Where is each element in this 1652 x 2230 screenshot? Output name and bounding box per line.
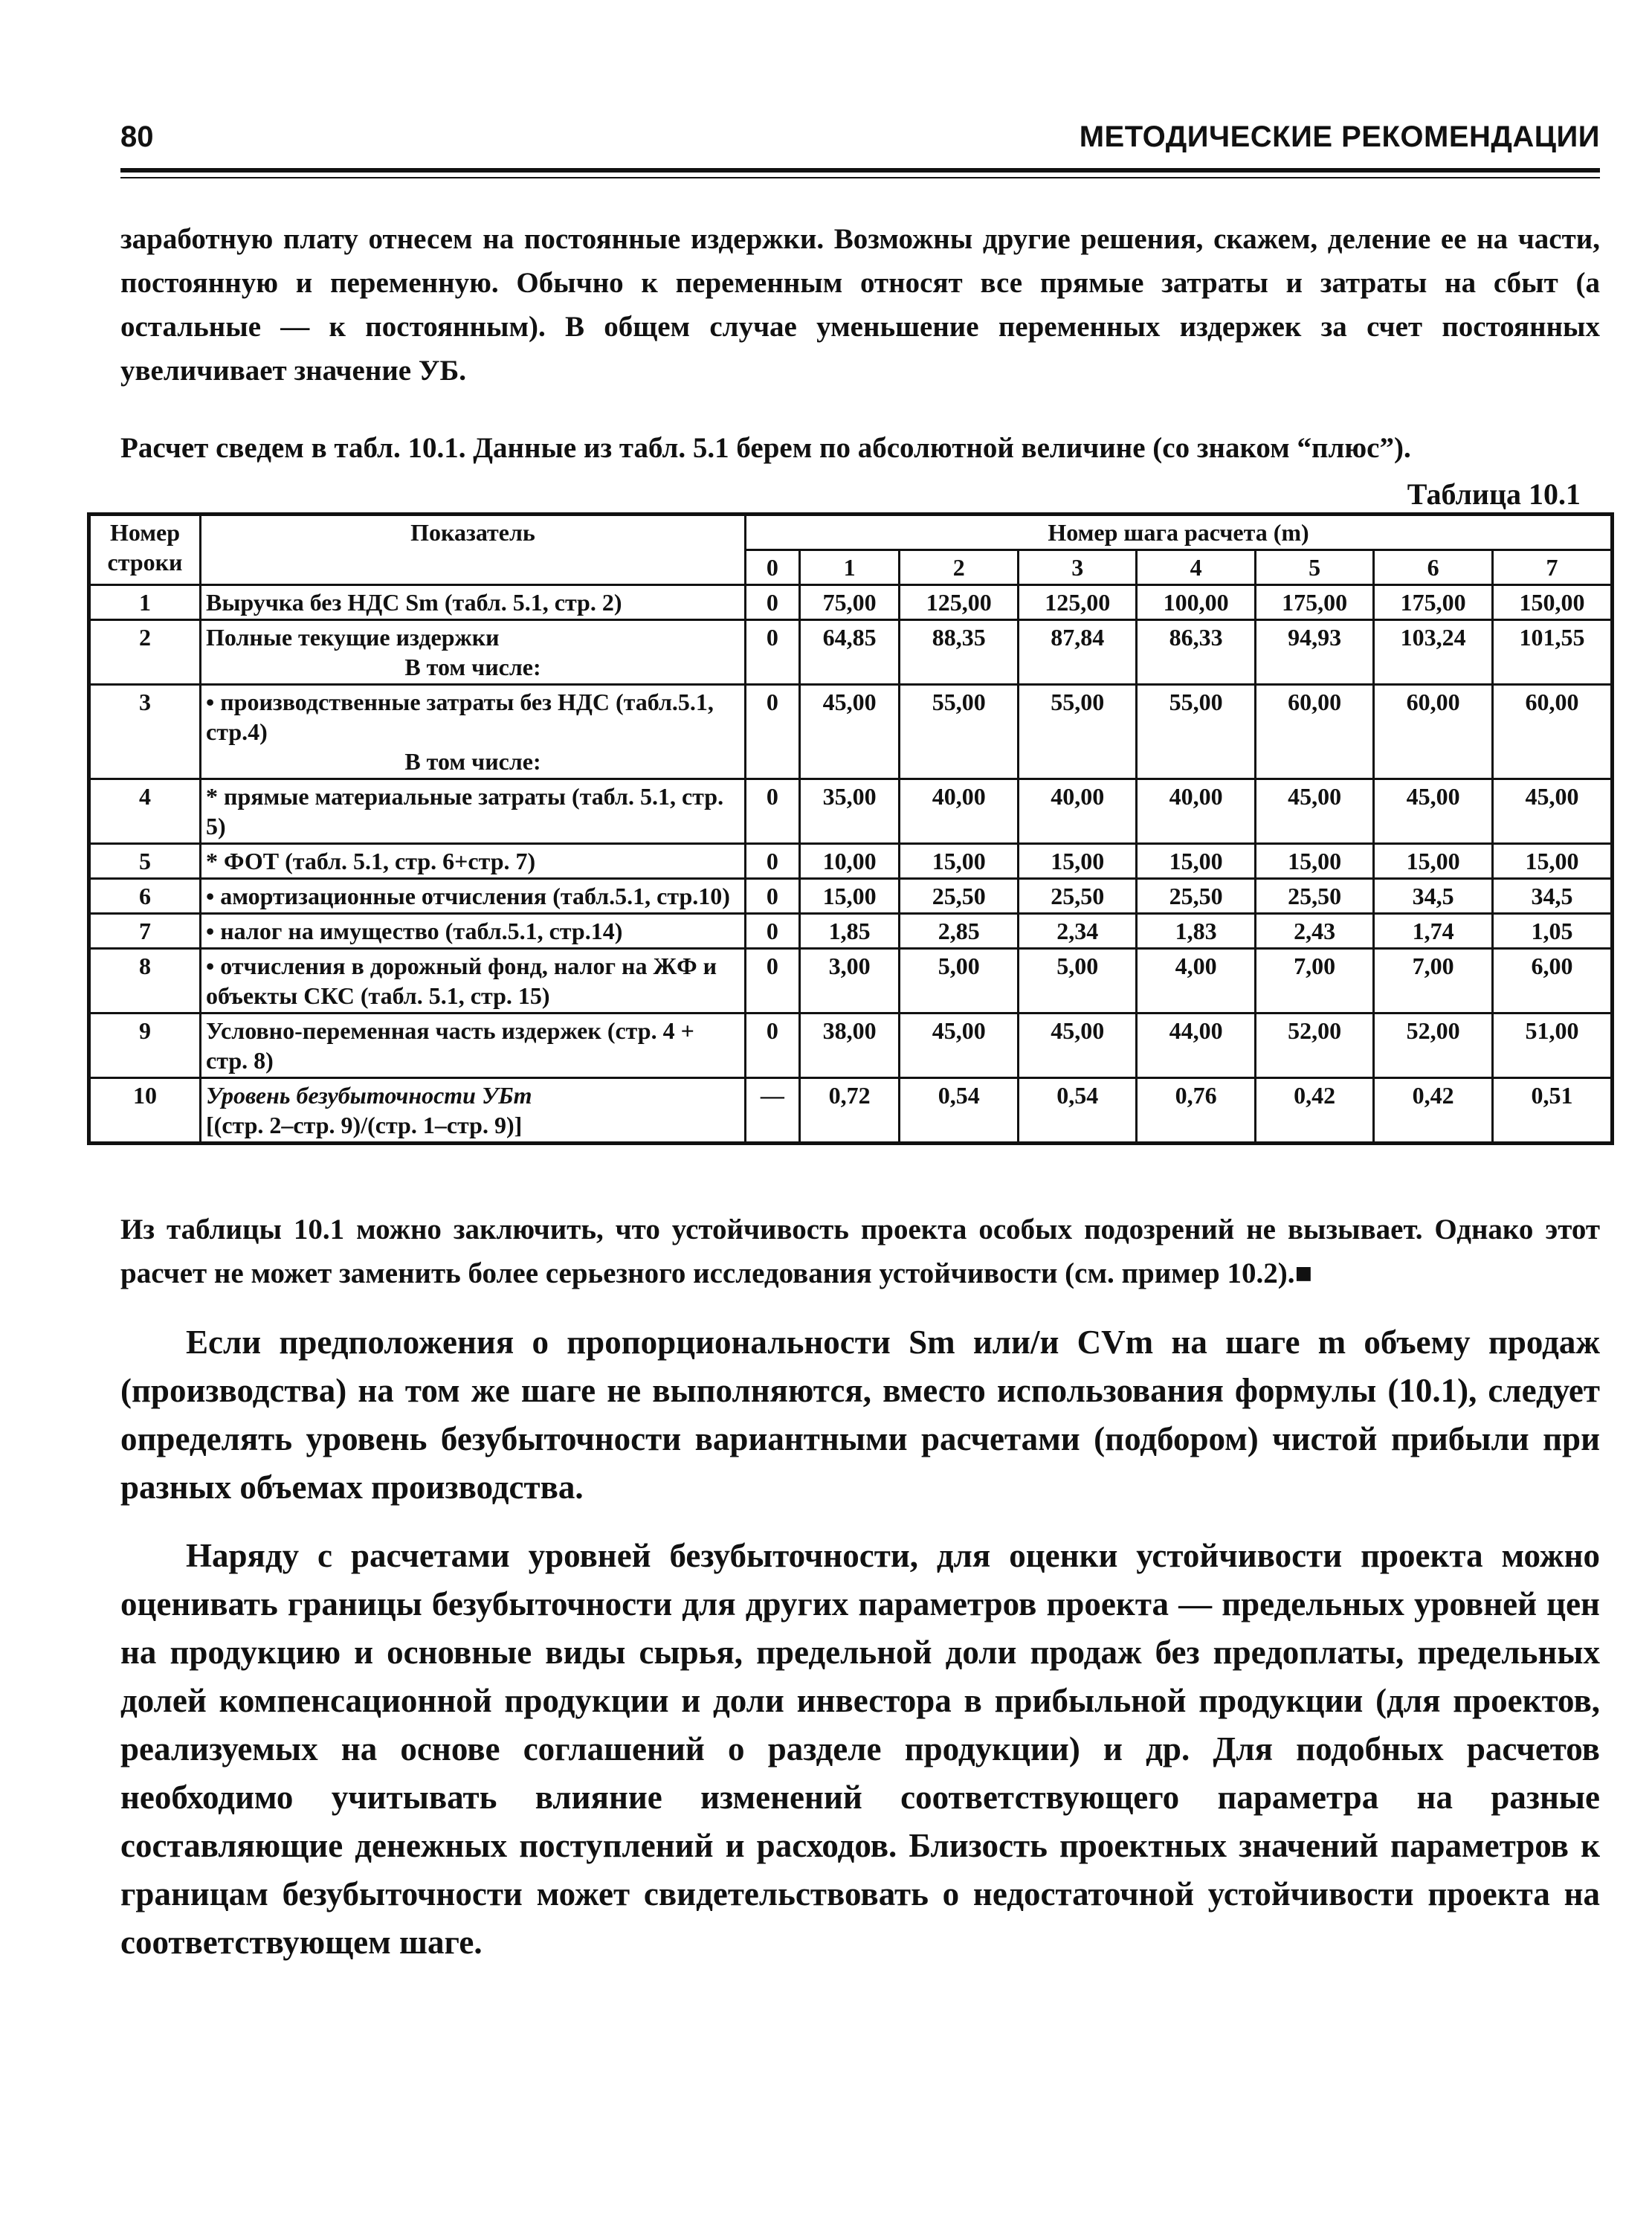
row-value: 0,76 (1137, 1078, 1255, 1144)
row-indicator (201, 620, 746, 685)
indicator-text: • отчисления в дорожный фонд, налог на ЖФ и объекты СКС (табл. 5.1, стр. 15) (206, 953, 717, 1009)
row-value: 0 (746, 779, 800, 844)
row-value: 1,83 (1137, 914, 1255, 949)
header-row-number: Номер строки (89, 515, 201, 585)
row-value: 40,00 (900, 779, 1018, 844)
row-indicator (201, 1014, 746, 1078)
row-value: 15,00 (799, 879, 900, 914)
header-indicator: Показатель (201, 515, 746, 585)
header-step: 6 (1374, 550, 1492, 585)
header-step: 0 (746, 550, 800, 585)
row-value: 0,42 (1255, 1078, 1373, 1144)
indicator-text: • производственные затраты без НДС (табл.5.1, стр.4) (206, 689, 714, 745)
row-indicator (201, 949, 746, 1014)
table-row (89, 914, 1613, 949)
header-step: 4 (1137, 550, 1255, 585)
row-value: 45,00 (1492, 779, 1612, 844)
paragraph-breakeven-bounds: Наряду с расчетами уровней безубыточности, для оценки устойчивости проекта можно оценивать границы безубыточности для других параметров проекта — предельных уровней цен на продукцию и основные виды сырья, предельной доли продаж без предоплаты, предельных долей компенсационной продукции и доли инвестора в прибыльной продукции (для проектов, реализуемых на основе соглашений о разделе продукции) и др. Для подобных расчетов необходимо учитывать влияние изменений соответствующего параметра на разные составляющие денежных поступлений и расходов. Близость проектных значений параметров к границам безубыточности может свидетельствовать о недостаточной устойчивости проекта на соответствующем шаге. (120, 1537, 1600, 1961)
row-value: 0 (746, 620, 800, 685)
row-value: 45,00 (799, 685, 900, 779)
row-value: 175,00 (1374, 585, 1492, 620)
row-indicator (201, 844, 746, 879)
row-value: 51,00 (1492, 1014, 1612, 1078)
row-value: 60,00 (1492, 685, 1612, 779)
row-value: 0 (746, 949, 800, 1014)
header-step: 2 (900, 550, 1018, 585)
row-value: 15,00 (1018, 844, 1136, 879)
row-indicator (201, 779, 746, 844)
row-value: 2,85 (900, 914, 1018, 949)
row-value: 55,00 (1137, 685, 1255, 779)
row-value: 60,00 (1374, 685, 1492, 779)
page-number: 80 (120, 120, 154, 153)
indicator-text: Условно-переменная часть издержек (стр. 4 + стр. 8) (206, 1017, 694, 1074)
table-row (89, 844, 1613, 879)
breakeven-table (87, 512, 1614, 1145)
indicator-formula: [(стр. 2–стр. 9)/(стр. 1–стр. 9)] (206, 1112, 523, 1138)
row-number: 9 (89, 1014, 201, 1078)
row-value: 7,00 (1255, 949, 1373, 1014)
row-number: 2 (89, 620, 201, 685)
row-value: 52,00 (1374, 1014, 1492, 1078)
row-indicator (201, 879, 746, 914)
row-value: 4,00 (1137, 949, 1255, 1014)
row-value: 38,00 (799, 1014, 900, 1078)
row-indicator (201, 914, 746, 949)
row-value: 25,50 (1255, 879, 1373, 914)
indicator-text: * ФОТ (табл. 5.1, стр. 6+стр. 7) (206, 848, 536, 874)
table-row (89, 585, 1613, 620)
indicator-text: Полные текущие издержки (206, 624, 500, 651)
row-value: 52,00 (1255, 1014, 1373, 1078)
row-number: 7 (89, 914, 201, 949)
row-number: 4 (89, 779, 201, 844)
row-value: 15,00 (1492, 844, 1612, 879)
row-value: 125,00 (1018, 585, 1136, 620)
row-indicator (201, 585, 746, 620)
header-step: 5 (1255, 550, 1373, 585)
row-value: 15,00 (1137, 844, 1255, 879)
row-value: 0,54 (1018, 1078, 1136, 1144)
row-value: 150,00 (1492, 585, 1612, 620)
header-step: 3 (1018, 550, 1136, 585)
row-value: 25,50 (900, 879, 1018, 914)
row-value: 0 (746, 585, 800, 620)
row-value: 15,00 (1255, 844, 1373, 879)
table-row (89, 1014, 1613, 1078)
row-value: 100,00 (1137, 585, 1255, 620)
header-step: 7 (1492, 550, 1612, 585)
row-value: 1,05 (1492, 914, 1612, 949)
row-value: 0,72 (799, 1078, 900, 1144)
table-row (89, 685, 1613, 779)
row-value: 45,00 (1374, 779, 1492, 844)
row-value: 103,24 (1374, 620, 1492, 685)
header-rule (120, 168, 1600, 173)
row-value: 2,34 (1018, 914, 1136, 949)
row-value: 60,00 (1255, 685, 1373, 779)
row-value: 86,33 (1137, 620, 1255, 685)
paragraph-proportionality: Если предположения о пропорциональности Sm или/и CVm на шаге m объему продаж (производства) на том же шаге не выполняются, вместо использования формулы (10.1), следует определять уровень безубыточности вариантными расчетами (подбором) чистой прибыли при разных объемах производства. (120, 1324, 1600, 1506)
row-value: 25,50 (1018, 879, 1136, 914)
row-value: 88,35 (900, 620, 1018, 685)
paragraph-conclusion: Из таблицы 10.1 можно заключить, что устойчивость проекта особых подозрений не вызывает. Однако этот расчет не может заменить более серьезного исследования устойчивости (см. пример 10.2).■ (120, 1214, 1600, 1289)
indicator-text: • налог на имущество (табл.5.1, стр.14) (206, 918, 623, 944)
row-value: 10,00 (799, 844, 900, 879)
row-value: 1,85 (799, 914, 900, 949)
row-value: 0,54 (900, 1078, 1018, 1144)
indicator-subheading: В том числе: (404, 748, 541, 775)
row-number: 10 (89, 1078, 201, 1144)
row-value: 45,00 (1255, 779, 1373, 844)
row-number: 6 (89, 879, 201, 914)
row-value: 40,00 (1018, 779, 1136, 844)
row-indicator (201, 1078, 746, 1144)
row-value: 45,00 (1018, 1014, 1136, 1078)
row-value: 125,00 (900, 585, 1018, 620)
indicator-subheading: В том числе: (404, 654, 541, 680)
row-value: 34,5 (1374, 879, 1492, 914)
row-value: 5,00 (1018, 949, 1136, 1014)
row-value: 6,00 (1492, 949, 1612, 1014)
row-value: 34,5 (1492, 879, 1612, 914)
indicator-text: Выручка без НДС Sm (табл. 5.1, стр. 2) (206, 589, 622, 616)
paragraph-table-intro: Расчет сведем в табл. 10.1. Данные из табл. 5.1 берем по абсолютной величине (со знаком “плюс”). (120, 432, 1411, 464)
row-value: 55,00 (1018, 685, 1136, 779)
row-value: 7,00 (1374, 949, 1492, 1014)
row-value: 15,00 (900, 844, 1018, 879)
row-value: 0 (746, 844, 800, 879)
header-steps: Номер шага расчета (m) (746, 515, 1613, 550)
indicator-text: • амортизационные отчисления (табл.5.1, стр.10) (206, 883, 730, 909)
row-value: 15,00 (1374, 844, 1492, 879)
row-value: 55,00 (900, 685, 1018, 779)
row-value: 0,51 (1492, 1078, 1612, 1144)
row-value: 75,00 (799, 585, 900, 620)
row-indicator (201, 685, 746, 779)
row-value: 0,42 (1374, 1078, 1492, 1144)
row-value: 40,00 (1137, 779, 1255, 844)
row-value: 101,55 (1492, 620, 1612, 685)
row-value: 44,00 (1137, 1014, 1255, 1078)
header-rule-thin (120, 177, 1600, 178)
row-value: 0 (746, 685, 800, 779)
page-header (120, 120, 1600, 165)
row-value: — (746, 1078, 800, 1144)
row-number: 5 (89, 844, 201, 879)
row-value: 25,50 (1137, 879, 1255, 914)
row-value: 94,93 (1255, 620, 1373, 685)
row-value: 35,00 (799, 779, 900, 844)
indicator-text: Уровень безубыточности УБm (206, 1082, 532, 1109)
header-step: 1 (799, 550, 900, 585)
table-row (89, 620, 1613, 685)
table-row (89, 879, 1613, 914)
running-head: МЕТОДИЧЕСКИЕ РЕКОМЕНДАЦИИ (1079, 120, 1600, 153)
row-value: 87,84 (1018, 620, 1136, 685)
table-row (89, 779, 1613, 844)
row-value: 45,00 (900, 1014, 1018, 1078)
paragraph-fixed-costs: заработную плату отнесем на постоянные издержки. Возможны другие решения, скажем, деление ее на части, постоянную и переменную. Обычно к переменным относят все прямые затраты и затраты на сбыт (а остальные — к постоянным). В общем случае уменьшение переменных издержек за счет постоянных увеличивает значение УБ. (120, 223, 1600, 387)
row-number: 1 (89, 585, 201, 620)
row-value: 5,00 (900, 949, 1018, 1014)
row-value: 0 (746, 879, 800, 914)
row-value: 3,00 (799, 949, 900, 1014)
row-value: 2,43 (1255, 914, 1373, 949)
table-row (89, 949, 1613, 1014)
row-value: 175,00 (1255, 585, 1373, 620)
row-value: 0 (746, 914, 800, 949)
row-number: 3 (89, 685, 201, 779)
indicator-text: * прямые материальные затраты (табл. 5.1, стр. 5) (206, 783, 724, 840)
row-number: 8 (89, 949, 201, 1014)
row-value: 0 (746, 1014, 800, 1078)
row-value: 64,85 (799, 620, 900, 685)
table-caption: Таблица 10.1 (1407, 477, 1581, 511)
row-value: 1,74 (1374, 914, 1492, 949)
table-row (89, 1078, 1613, 1144)
